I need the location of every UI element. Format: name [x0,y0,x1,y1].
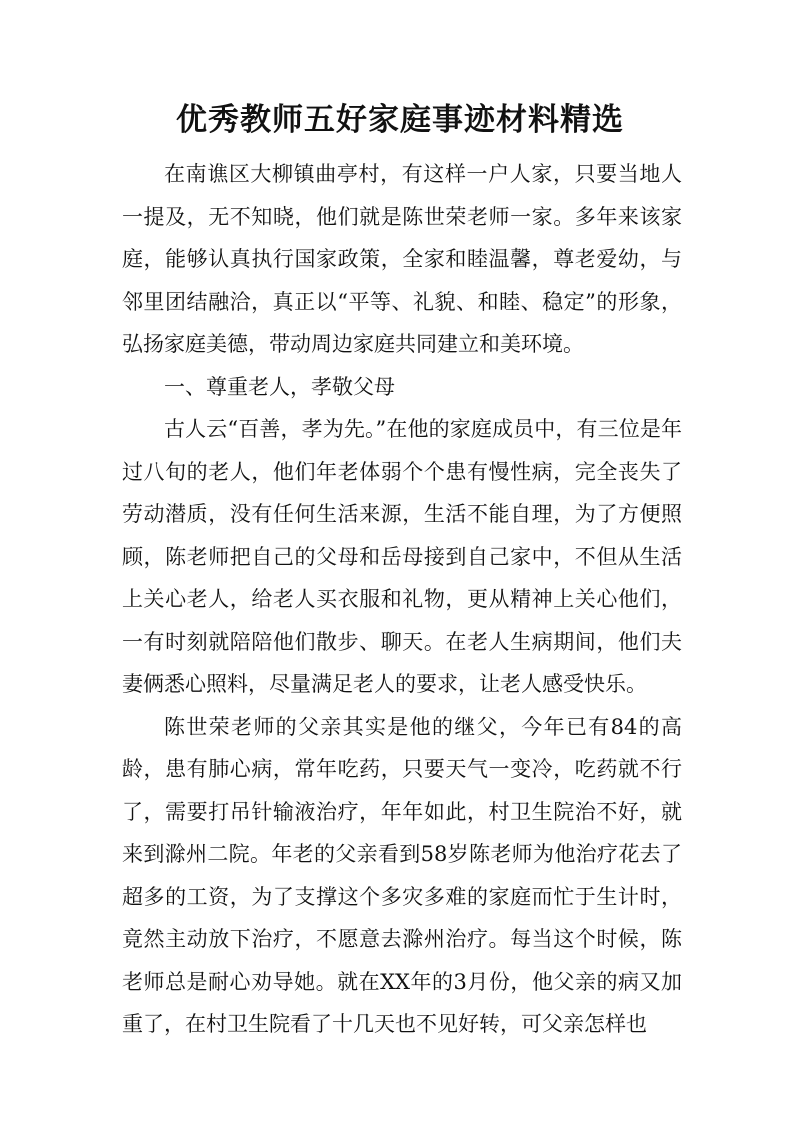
document-title: 优秀教师五好家庭事迹材料精选 [176,102,624,138]
paragraph-father-illness: 陈世荣老师的父亲其实是他的继父，今年已有84的高龄，患有肺心病，常年吃药，只要天气一变冷，吃药就不行了，需要打吊针输液治疗，年年如此，村卫生院治不好，就来到滁州二院。年老的父亲看到58岁陈老师为他治疗花去了超多的工资，为了支撑这个多灾多难的家庭而忙于生计时，竟然主动放下治疗，不愿意去滁州治疗。每当这个时候，陈老师总是耐心劝导她。就在XX年的3月份，他父亲的病又加重了，在村卫生院看了十几天也不见好转，可父亲怎样也 [122,714,682,1036]
paragraph-respect-elders: 古人云“百善，孝为先。”在他的家庭成员中，有三位是年过八旬的老人，他们年老体弱个个患有慢性病，完全丧失了劳动潜质，没有任何生活来源，生活不能自理，为了方便照顾，陈老师把自己的父母和岳母接到自己家中，不但从生活上关心老人，给老人买衣服和礼物，更从精神上关心他们，一有时刻就陪陪他们散步、聊天。在老人生病期间，他们夫妻俩悉心照料，尽量满足老人的要求，让老人感受快乐。 [122,417,682,696]
section-heading: 一、尊重老人，孝敬父母 [164,374,395,399]
paragraph-intro: 在南谯区大柳镇曲亭村，有这样一户人家，只要当地人一提及，无不知晓，他们就是陈世荣老师一家。多年来该家庭，能够认真执行国家政策，全家和睦温馨，尊老爱幼，与邻里团结融洽，真正以“平等、礼貌、和睦、稳定”的形象，弘扬家庭美德，带动周边家庭共同建立和美环境。 [122,162,682,356]
document-body [122,153,682,1046]
